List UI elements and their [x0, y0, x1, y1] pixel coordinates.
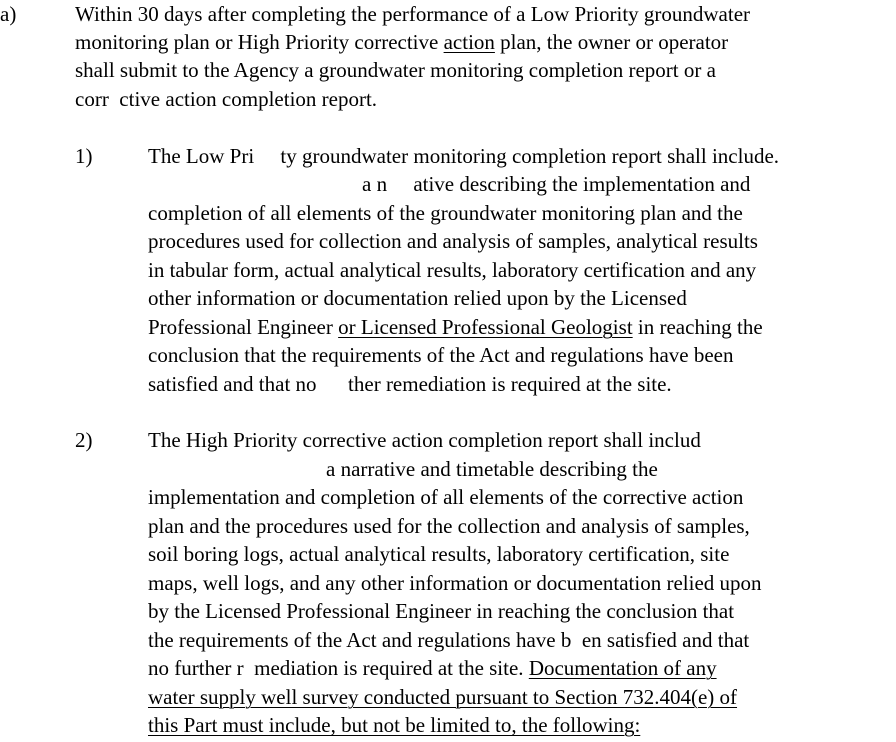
section-a-underlined-action: action — [443, 30, 495, 54]
item-1-line-8: conclusion that the requirements of the Act and regulations have been — [148, 343, 734, 367]
section-a-line-2 — [75, 28, 728, 56]
item-1-line-6: other information or documentation relied upon by the Licensed — [148, 286, 687, 310]
section-a-line-3: shall submit to the Agency a groundwater monitoring completion report or a — [75, 58, 716, 82]
section-a-line-2-text: monitoring plan or High Priority corrective — [75, 30, 444, 54]
item-1-line-4: procedures used for collection and analysis of samples, analytical results — [148, 229, 758, 253]
item-2-line-2: a narrative and timetable describing the — [326, 457, 658, 481]
section-a-marker: a) — [0, 2, 17, 26]
item-1-line-9: satisfied and that no ther remediation is required at the site. — [148, 372, 672, 396]
item-2-marker: 2) — [75, 428, 93, 452]
item-2-line-4: plan and the procedures used for the collection and analysis of samples, — [148, 514, 750, 538]
item-1-line-7 — [148, 313, 763, 341]
item-2-underlined-documentation: Documentation of any — [528, 656, 717, 680]
item-2-underlined-line-11: this Part must include, but not be limited to, the following: — [148, 713, 641, 737]
item-1-line-5: in tabular form, actual analytical results, laboratory certification and any — [148, 258, 757, 282]
item-2-line-8: the requirements of the Act and regulations have b en satisfied and that — [148, 628, 750, 652]
section-a-line-2-rest: plan, the owner or operator — [494, 30, 729, 54]
item-2-line-7: by the Licensed Professional Engineer in reaching the conclusion that — [148, 599, 735, 623]
item-2-line-6: maps, well logs, and any other information or documentation relied upon — [148, 571, 762, 595]
item-1-marker: 1) — [75, 144, 93, 168]
item-1-line-7-text: Professional Engineer — [148, 315, 339, 339]
section-a-line-4: corr ctive action completion report. — [75, 87, 378, 111]
item-2-line-5: soil boring logs, actual analytical results, laboratory certification, site — [148, 542, 730, 566]
item-1-line-3: completion of all elements of the groundwater monitoring plan and the — [148, 201, 743, 225]
item-1-line-7-rest: in reaching the — [632, 315, 763, 339]
item-2-line-3: implementation and completion of all elements of the corrective action — [148, 485, 744, 509]
item-2-line-9-text: no further r mediation is required at the site. — [148, 656, 529, 680]
item-2-line-1: The High Priority corrective action completion report shall includ — [148, 428, 701, 452]
item-1-line-1: The Low Pri ty groundwater monitoring completion report shall include. — [148, 144, 780, 168]
section-a-line-1: Within 30 days after completing the performance of a Low Priority groundwater — [75, 2, 751, 26]
item-2-line-9 — [148, 654, 717, 682]
item-1-underlined-geologist: or Licensed Professional Geologist — [338, 315, 633, 339]
item-1-line-2: a n ative describing the implementation and — [362, 172, 751, 196]
item-2-underlined-line-10: water supply well survey conducted pursuant to Section 732.404(e) of — [148, 685, 738, 709]
